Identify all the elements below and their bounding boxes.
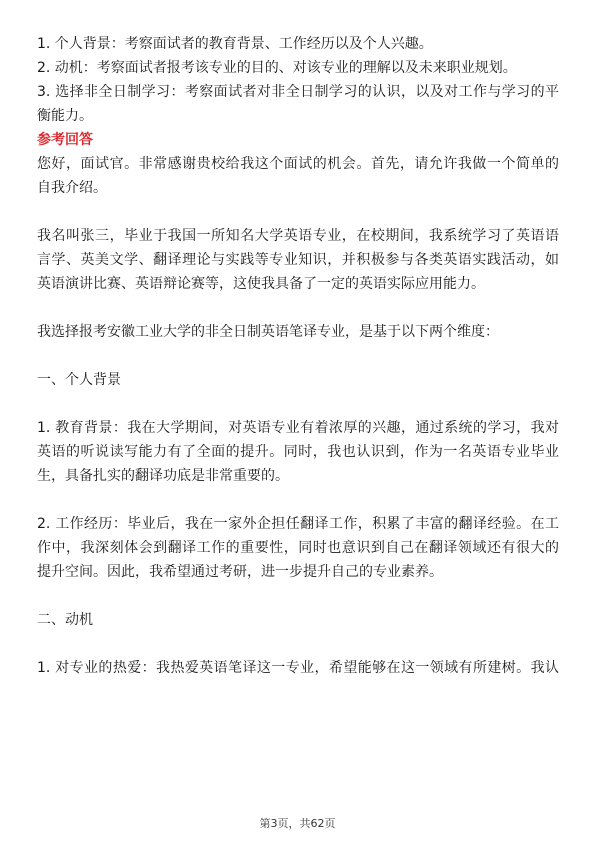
paragraph-gap [37, 488, 559, 512]
page-content [37, 32, 559, 680]
paragraph-gap [37, 296, 559, 320]
criteria-item-3-line-1: 3. 选择非全日制学习：考察面试者对非全日制学习的认识，以及对工作与学习的平 [37, 84, 559, 100]
intro-line-3: 英语演讲比赛、英语辩论赛等，这使我具备了一定的英语实际应用能力。 [37, 276, 485, 292]
criteria-item-3-line-2: 衡能力。 [37, 108, 93, 124]
criteria-item-2: 2. 动机：考察面试者报考该专业的目的、对该专业的理解以及未来职业规划。 [37, 60, 517, 76]
education-line-3: 生，具备扎实的翻译功底是非常重要的。 [37, 468, 289, 484]
paragraph-gap [37, 584, 559, 608]
page-number-footer: 第3页，共62页 [259, 817, 336, 830]
paragraph-gap [37, 632, 559, 656]
criteria-item-1: 1. 个人背景：考察面试者的教育背景、工作经历以及个人兴趣。 [37, 36, 433, 52]
intro-line-2: 言学、英美文学、翻译理论与实践等专业知识，并积极参与各类英语实践活动，如 [37, 252, 559, 268]
paragraph-gap [37, 344, 559, 368]
reason-statement: 我选择报考安徽工业大学的非全日制英语笔译专业，是基于以下两个维度： [37, 324, 499, 340]
paragraph-gap [37, 200, 559, 224]
work-line-2: 作中，我深刻体会到翻译工作的重要性，同时也意识到自己在翻译领域还有很大的 [37, 540, 559, 556]
education-line-2: 英语的听说读写能力有了全面的提升。同时，我也认识到，作为一名英语专业毕业 [37, 444, 559, 460]
education-line-1: 1. 教育背景：我在大学期间，对英语专业有着浓厚的兴趣，通过系统的学习，我对 [37, 420, 559, 436]
work-line-1: 2. 工作经历：毕业后，我在一家外企担任翻译工作，积累了丰富的翻译经验。在工 [37, 516, 559, 532]
motivation-line-1: 1. 对专业的热爱：我热爱英语笔译这一专业，希望能够在这一领域有所建树。我认 [37, 660, 559, 676]
paragraph-gap [37, 392, 559, 416]
work-line-3: 提升空间。因此，我希望通过考研，进一步提升自己的专业素养。 [37, 564, 443, 580]
section-heading-motivation: 二、动机 [37, 612, 93, 628]
greeting-line-2: 自我介绍。 [37, 180, 107, 196]
greeting-line-1: 您好，面试官。非常感谢贵校给我这个面试的机会。首先，请允许我做一个简单的 [37, 156, 559, 172]
reference-answer-heading: 参考回答 [37, 132, 93, 148]
intro-line-1: 我名叫张三，毕业于我国一所知名大学英语专业，在校期间，我系统学习了英语语 [37, 228, 559, 244]
section-heading-personal-background: 一、个人背景 [37, 372, 121, 388]
